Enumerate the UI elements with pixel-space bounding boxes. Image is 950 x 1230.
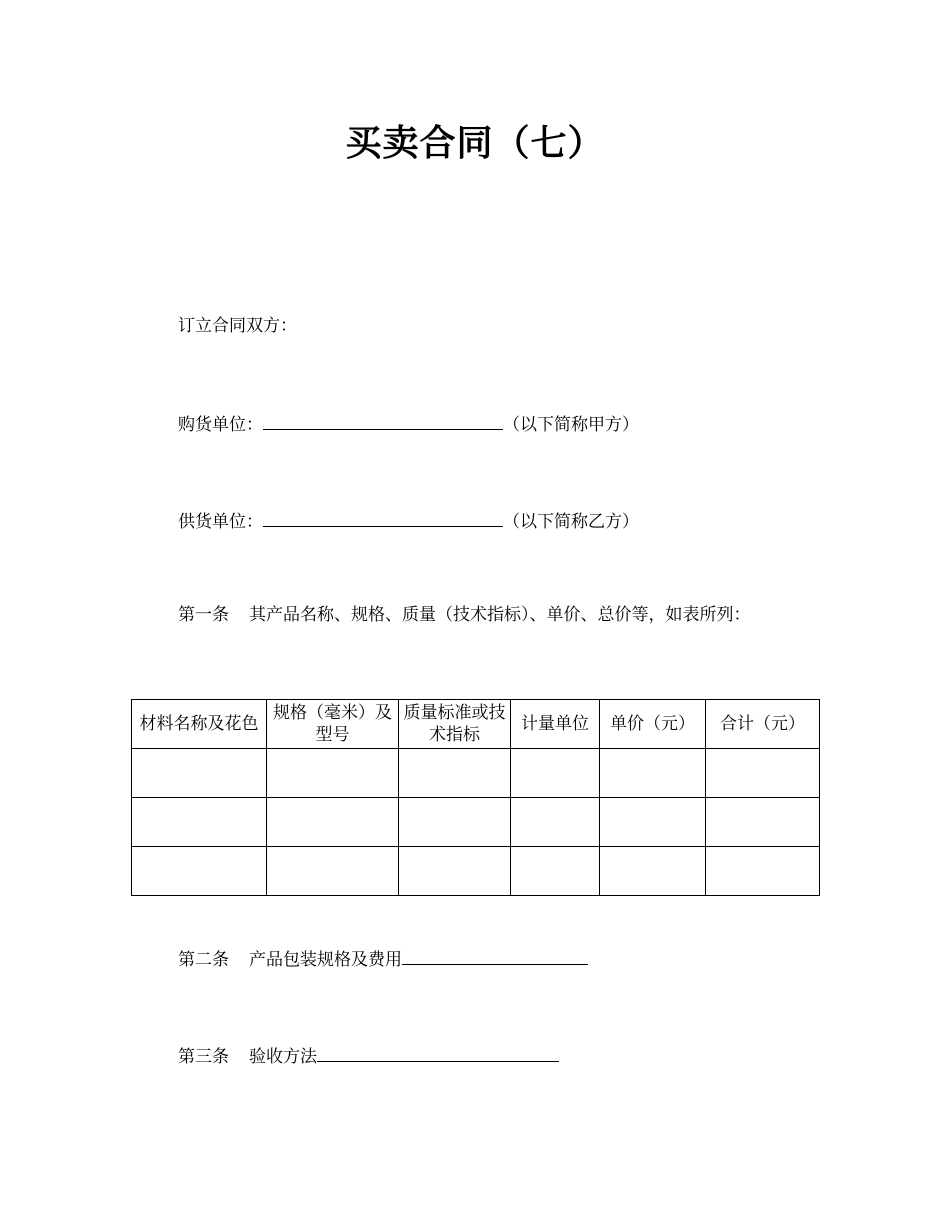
parties-intro-text: 订立合同双方： (178, 316, 297, 336)
product-spec-table (131, 699, 820, 896)
article-2 (178, 946, 588, 971)
header-unit-price: 单价（元） (600, 700, 706, 749)
table-cell[interactable] (511, 749, 600, 798)
article-3-text: 验收方法 (249, 1047, 317, 1067)
table-cell[interactable] (706, 749, 820, 798)
buyer-name-field[interactable] (263, 411, 503, 430)
article-2-label: 第二条 (178, 950, 229, 970)
table-cell[interactable] (706, 798, 820, 847)
parties-intro (178, 315, 297, 337)
table-row (132, 847, 820, 896)
table-cell[interactable] (267, 749, 399, 798)
table-cell[interactable] (511, 798, 600, 847)
article-3-label: 第三条 (178, 1047, 229, 1067)
article-1 (178, 604, 751, 626)
packaging-field[interactable] (402, 946, 588, 965)
article-1-text: 其产品名称、规格、质量（技术指标）、单价、总价等，如表所列： (249, 605, 751, 625)
article-3 (178, 1043, 559, 1068)
acceptance-method-field[interactable] (317, 1043, 559, 1062)
table-cell[interactable] (600, 798, 706, 847)
buyer-label: 购货单位： (178, 415, 263, 435)
table-cell[interactable] (600, 847, 706, 896)
header-total: 合计（元） (706, 700, 820, 749)
header-quality-standard: 质量标准或技术指标 (399, 700, 511, 749)
article-2-text: 产品包装规格及费用 (249, 950, 402, 970)
seller-name-field[interactable] (263, 508, 503, 527)
seller-suffix: （以下简称乙方） (503, 512, 639, 532)
header-material-name: 材料名称及花色 (132, 700, 267, 749)
seller-line (178, 508, 639, 533)
table-cell[interactable] (132, 749, 267, 798)
document-title: 买卖合同（七） (345, 123, 605, 164)
article-1-label: 第一条 (178, 605, 229, 625)
table-row (132, 749, 820, 798)
table-cell[interactable] (399, 847, 511, 896)
buyer-line (178, 411, 639, 436)
table-cell[interactable] (511, 847, 600, 896)
table-header-row (132, 700, 820, 749)
table-cell[interactable] (399, 749, 511, 798)
table-cell[interactable] (132, 798, 267, 847)
table-cell[interactable] (267, 847, 399, 896)
table-cell[interactable] (600, 749, 706, 798)
table-row (132, 798, 820, 847)
table-cell[interactable] (267, 798, 399, 847)
table-cell[interactable] (706, 847, 820, 896)
header-spec-model: 规格（毫米）及型号 (267, 700, 399, 749)
table-cell[interactable] (399, 798, 511, 847)
buyer-suffix: （以下简称甲方） (503, 415, 639, 435)
table-cell[interactable] (132, 847, 267, 896)
seller-label: 供货单位： (178, 512, 263, 532)
header-unit: 计量单位 (511, 700, 600, 749)
